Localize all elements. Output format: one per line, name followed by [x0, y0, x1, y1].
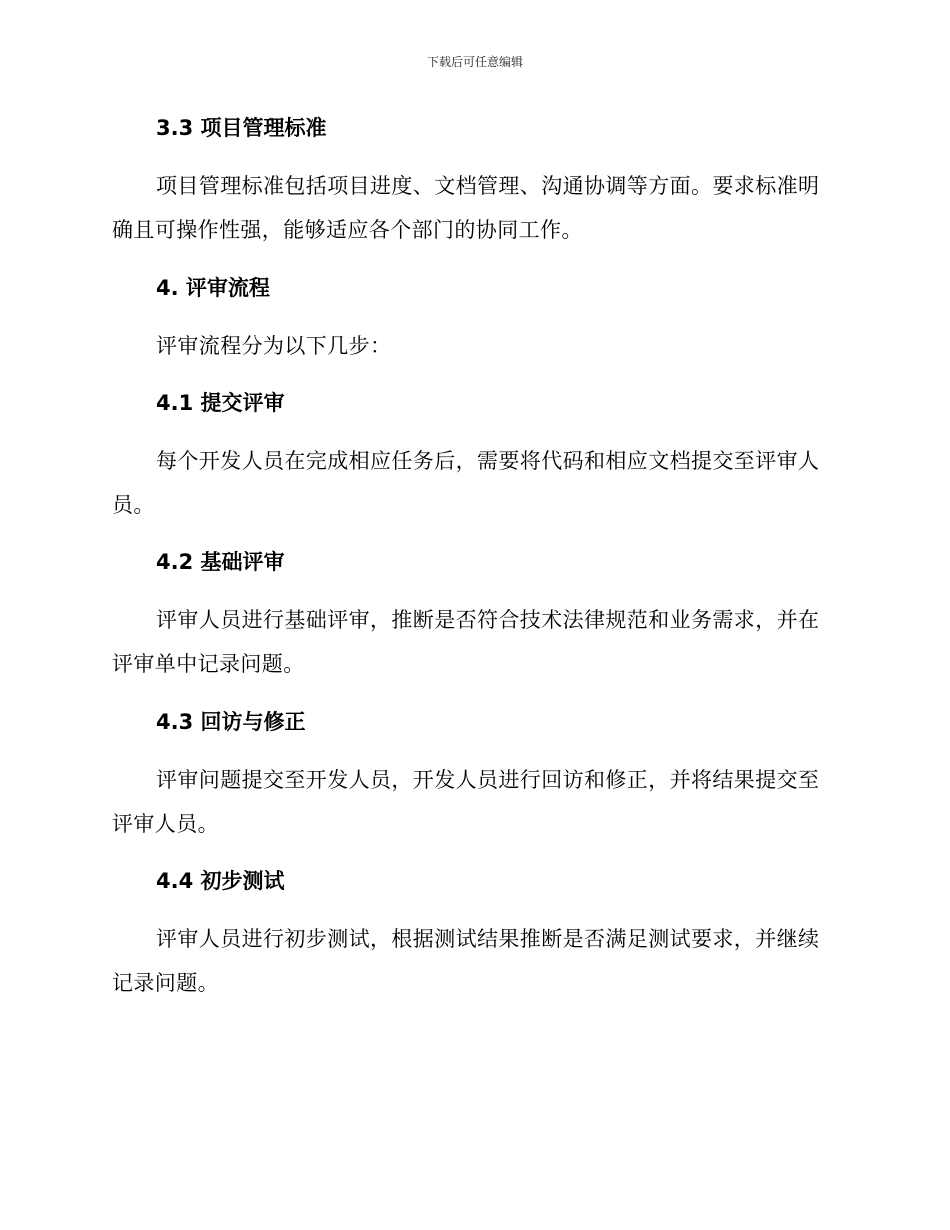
section-paragraph-4-4: 评审人员进行初步测试，根据测试结果推断是否满足测试要求，并继续记录问题。 — [112, 927, 820, 995]
section-heading-3-3: 3.3 项目管理标准 — [156, 116, 327, 140]
section-heading-4: 4. 评审流程 — [156, 276, 270, 300]
section-paragraph-4: 评审流程分为以下几步： — [156, 334, 392, 358]
section-paragraph-4-3: 评审问题提交至开发人员，开发人员进行回访和修正，并将结果提交至评审人员。 — [112, 768, 820, 836]
section-heading-4-1: 4.1 提交评审 — [156, 391, 285, 415]
section-heading-4-3: 4.3 回访与修正 — [156, 710, 306, 734]
section-heading-4-4: 4.4 初步测试 — [156, 869, 285, 893]
section-heading-4-2: 4.2 基础评审 — [156, 550, 285, 574]
section-paragraph-4-2: 评审人员进行基础评审，推断是否符合技术法律规范和业务需求，并在评审单中记录问题。 — [112, 608, 820, 676]
section-paragraph-3-3: 项目管理标准包括项目进度、文档管理、沟通协调等方面。要求标准明确且可操作性强，能够适应各个部门的协同工作。 — [112, 174, 820, 242]
page-header: 下载后可任意编辑 — [426, 55, 523, 69]
section-paragraph-4-1: 每个开发人员在完成相应任务后，需要将代码和相应文档提交至评审人员。 — [112, 449, 820, 517]
